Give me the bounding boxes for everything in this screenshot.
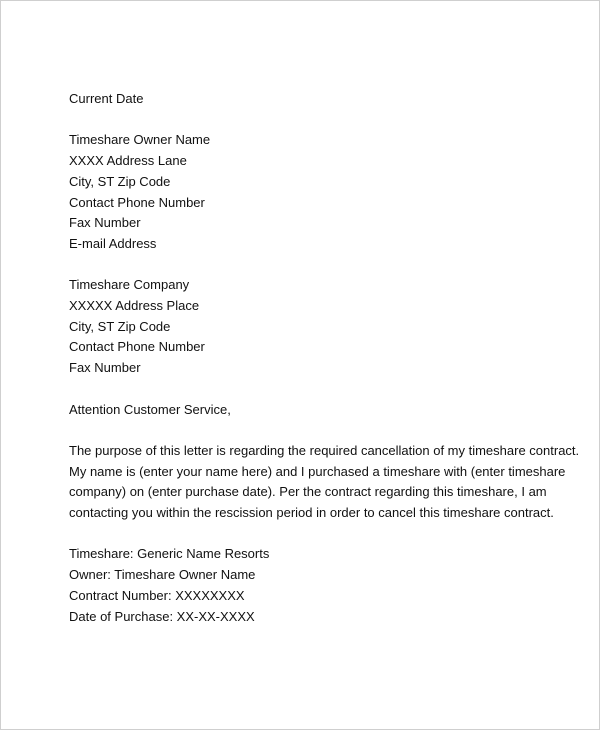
spacer bbox=[69, 255, 549, 276]
owner-name: Timeshare Owner Name bbox=[69, 132, 211, 148]
salutation-block bbox=[69, 400, 549, 421]
date-block bbox=[69, 89, 549, 110]
body-line: company) on (enter purchase date). Per the contract regarding this timeshare, I am bbox=[69, 484, 547, 500]
company-address: XXXXX Address Place bbox=[69, 298, 200, 313]
company-city-state-zip: City, ST Zip Code bbox=[69, 318, 171, 334]
owner-address: XXXX Address Lane bbox=[69, 153, 187, 169]
company-address-block bbox=[69, 275, 549, 379]
purchase-date: Date of Purchase: XX-XX-XXXX bbox=[69, 608, 255, 624]
letter-content bbox=[69, 89, 580, 627]
owner-address-block bbox=[69, 130, 549, 254]
contract-number: Contract Number: XXXXXXXX bbox=[69, 587, 245, 603]
spacer bbox=[69, 420, 549, 441]
spacer bbox=[69, 524, 549, 545]
spacer bbox=[69, 110, 549, 131]
timeshare-details-block bbox=[69, 544, 549, 627]
spacer bbox=[69, 379, 549, 400]
salutation: Attention Customer Service, bbox=[69, 401, 231, 417]
body-paragraph bbox=[69, 441, 580, 524]
owner-fax: Fax Number bbox=[69, 215, 141, 231]
current-date: Current Date bbox=[69, 91, 144, 106]
company-phone: Contact Phone Number bbox=[69, 339, 205, 355]
body-line: My name is (enter your name here) and I purchased a timeshare with (enter timeshare bbox=[69, 463, 566, 479]
timeshare-name: Timeshare: Generic Name Resorts bbox=[69, 546, 270, 562]
body-line: contacting you within the rescission period in order to cancel this timeshare contract. bbox=[69, 505, 554, 520]
details-owner: Owner: Timeshare Owner Name bbox=[69, 567, 256, 583]
owner-city-state-zip: City, ST Zip Code bbox=[69, 173, 171, 189]
company-name: Timeshare Company bbox=[69, 277, 190, 293]
company-fax: Fax Number bbox=[69, 360, 141, 376]
owner-email: E-mail Address bbox=[69, 235, 157, 251]
body-line: The purpose of this letter is regarding the required cancellation of my timeshare contract. bbox=[69, 442, 580, 458]
owner-phone: Contact Phone Number bbox=[69, 194, 205, 210]
